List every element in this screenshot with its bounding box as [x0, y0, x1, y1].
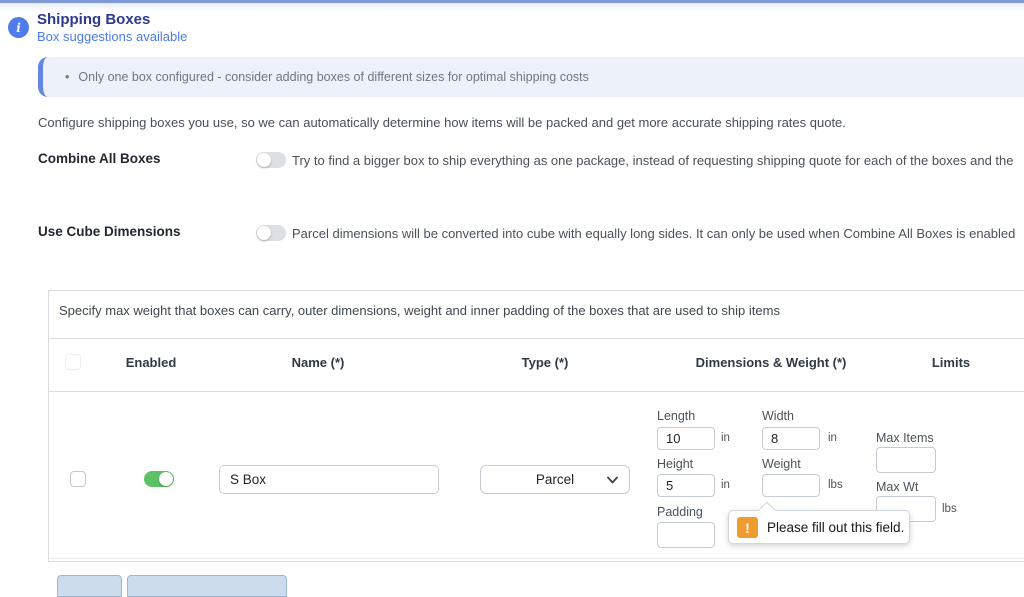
length-unit: in [721, 432, 730, 444]
box-suggestions-link[interactable]: Box suggestions available [37, 29, 188, 44]
length-input[interactable] [657, 427, 715, 450]
validation-tooltip [728, 510, 910, 544]
toggle-knob [257, 226, 271, 240]
max-wt-unit: lbs [942, 503, 957, 515]
select-all-checkbox[interactable] [65, 354, 81, 370]
max-wt-label: Max Wt [876, 480, 919, 494]
length-label: Length [657, 409, 696, 423]
warning-icon: ! [737, 517, 758, 538]
alert-text: • Only one box configured - consider adding boxes of different sizes for optimal shipping costs [65, 70, 589, 84]
col-header-limits: Limits [931, 355, 971, 370]
table-caption: Specify max weight that boxes can carry, outer dimensions, weight and inner padding of the boxes that are used to ship items [59, 303, 780, 318]
use-cube-dimensions-toggle[interactable] [256, 225, 286, 241]
top-accent-fade [0, 3, 1024, 11]
weight-input[interactable] [762, 474, 820, 497]
tooltip-arrow [759, 502, 776, 519]
padding-label: Padding [657, 505, 703, 519]
use-cube-dimensions-description: Parcel dimensions will be converted into cube with equally long sides. It can only be used when Combine All Boxes is enabled [292, 226, 1016, 241]
combine-all-boxes-description: Try to find a bigger box to ship everything as one package, instead of requesting shipping quote for each of the boxes and the [292, 153, 1014, 168]
box-type-value: Parcel [535, 472, 575, 487]
col-header-dimensions: Dimensions & Weight (*) [695, 355, 847, 370]
use-cube-dimensions-label: Use Cube Dimensions [38, 224, 181, 239]
max-items-input[interactable] [876, 447, 936, 473]
height-input[interactable] [657, 474, 715, 497]
chevron-down-icon [607, 476, 618, 484]
toggle-knob [159, 472, 173, 486]
divider [49, 338, 1024, 339]
height-unit: in [721, 479, 730, 491]
row-select-checkbox[interactable] [70, 471, 86, 487]
weight-label: Weight [762, 457, 801, 471]
box-name-input[interactable] [219, 465, 439, 494]
row-enabled-toggle[interactable] [144, 471, 174, 487]
page-title: Shipping Boxes [37, 11, 151, 28]
validation-message: Please fill out this field. [767, 520, 905, 535]
max-items-label: Max Items [876, 431, 934, 445]
col-header-type: Type (*) [521, 355, 569, 370]
col-header-enabled: Enabled [125, 355, 177, 370]
combine-all-boxes-toggle[interactable] [256, 152, 286, 168]
toggle-knob [257, 153, 271, 167]
weight-unit: lbs [828, 479, 843, 491]
width-input[interactable] [762, 427, 820, 450]
box-suggestions-button[interactable] [127, 575, 287, 597]
height-label: Height [657, 457, 694, 471]
col-header-name: Name (*) [291, 355, 345, 370]
info-icon: i [8, 17, 29, 38]
width-unit: in [828, 432, 837, 444]
padding-input[interactable] [657, 522, 715, 548]
boxes-table [48, 290, 1024, 562]
add-box-button[interactable] [57, 575, 122, 597]
box-type-select[interactable] [480, 465, 630, 494]
intro-text: Configure shipping boxes you use, so we can automatically determine how items will be packed and get more accurate shipping rates quote. [38, 115, 846, 130]
combine-all-boxes-label: Combine All Boxes [38, 151, 161, 166]
divider [49, 558, 1024, 559]
width-label: Width [762, 409, 794, 423]
divider [49, 391, 1024, 392]
alert-banner [38, 57, 1024, 97]
